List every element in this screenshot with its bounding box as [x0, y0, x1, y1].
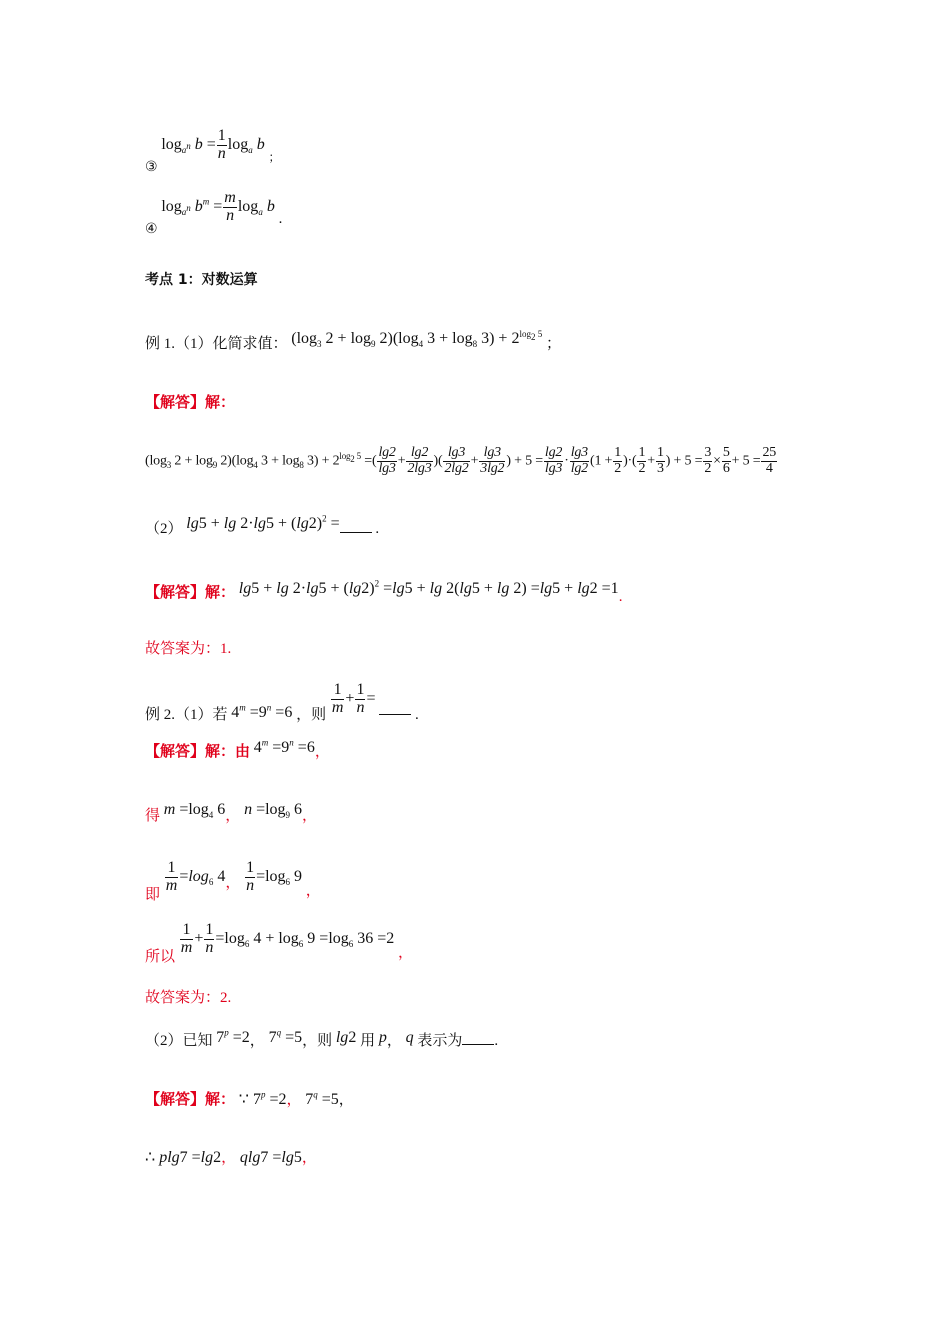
punct: ， [221, 1150, 237, 1166]
punct: ， [386, 1033, 402, 1049]
formula: $\lg 5 + \lg 2\cdot\lg 5 + (\lg 2)^2 =\lg 5 + \lg 2(\lg 5 + \lg 2) =\lg 5 + \lg 2 =1$ [238, 578, 619, 597]
example-2-part-2-answer-2 [145, 1148, 317, 1168]
answer-blank[interactable] [379, 700, 411, 715]
formula: $4^m =9^n =6$ [231, 702, 293, 721]
part-label: （2）已知 [145, 1033, 213, 1049]
text: 用 [360, 1033, 376, 1049]
formula: $m =\log_4$ 6 [163, 801, 226, 821]
part-label: （2） [145, 521, 183, 537]
formula: $\log_{a^n} b$ = $\frac{1}{n}$ $\log_a b$ [161, 127, 265, 162]
example-2-question [145, 681, 419, 723]
punct: ， [301, 1150, 317, 1166]
item-number: ③ [145, 158, 158, 175]
punct: . [618, 589, 623, 605]
answer-blank[interactable] [340, 518, 372, 533]
formula: $\frac{1}{m}$ + $\frac{1}{n}$ $=\log_6$ $4 + \log_6 9 =\log_6$ 36 =2 [180, 921, 395, 956]
answer-tag: 【解答】解： [145, 585, 236, 601]
formula: $n =\log_9$ 6 [244, 801, 303, 821]
answer-tag: 【解答】解： [145, 395, 236, 411]
punct: ， [302, 808, 318, 824]
example-2-answer-line-4 [145, 921, 414, 965]
because-symbol: ∵ [238, 1091, 249, 1108]
punct: ， [225, 808, 241, 824]
formula: $\frac{1}{n}$ $=\log_6$ 9 [246, 859, 303, 894]
answer-blank[interactable] [462, 1030, 494, 1045]
formula: $\frac{1}{m}$ + $\frac{1}{n}$ = [331, 681, 376, 716]
punct: ， [305, 882, 321, 899]
example-label: 例 2.（1）若 [145, 706, 228, 723]
punct: ， [286, 1092, 302, 1108]
punct: . [278, 210, 283, 227]
formula: $\log_{a^n} b^m$ = $\frac{m}{n}$ $\log_a b$ [161, 189, 275, 224]
punct: . [375, 521, 380, 537]
example-label: 例 1.（1）化简求值： [145, 336, 288, 352]
example-2-answer-line-3 [145, 859, 321, 903]
section-title: 考点 1：对数运算 [145, 272, 258, 288]
answer-tag: 【解答】解： [145, 1092, 236, 1108]
punct: ； [268, 149, 281, 164]
text: ，则 [302, 1033, 333, 1049]
property-4 [145, 189, 283, 237]
formula: p [378, 1029, 387, 1046]
punct: ， [314, 744, 330, 760]
formula: qlg7 =lg5 [239, 1149, 302, 1166]
answer-tag: 【解答】解：由 [145, 744, 251, 760]
punct: ， [225, 874, 241, 891]
formula: $4^m =9^n =6$ [253, 737, 315, 756]
text: ，则 [296, 706, 327, 723]
formula: ∴ plg7 =lg2 [145, 1149, 222, 1166]
example-1-solution: ($\log_3$ $2 + \log_9 2)(\log_4$ $3 + \log_8 3) + 2^{log_2 5}$ =( $\frac{\lg 2}{\lg 3}$ + $\frac{\lg 2}{2\lg 3}$ )( $\frac{\lg 3}{2\lg 2}$ + $\frac{\lg 3}{3\lg 2}$ ) + 5 = $\frac{\lg 2}{\lg 3}$ · $\frac{\lg 3}{\lg 2}$ (1 + $\frac{1}{2}$ )·( $\frac{1}{2}$ + $\frac{1}{3}$ ) + 5 = $\frac{3}{2}$ × $\frac{5}{6}$ + 5 = $\frac{25}{4}$ [145, 445, 777, 476]
formula: ∵ $7^p =2$ [238, 1089, 287, 1108]
text: 表示为 [417, 1033, 463, 1049]
final-answer-1: 故答案为：1. [145, 641, 232, 657]
property-3 [145, 127, 281, 175]
punct: ； [545, 336, 561, 352]
therefore-symbol: ∴ [145, 1149, 156, 1166]
formula: $7^q =5$ [268, 1027, 303, 1046]
punct: ， [249, 1033, 265, 1049]
example-1-part-2-answer [145, 578, 623, 605]
example-2-answer-line-1 [145, 737, 330, 762]
final-answer-2: 故答案为：2. [145, 990, 232, 1006]
example-2-part-2 [145, 1027, 499, 1051]
formula: $7^p =2$ [216, 1027, 250, 1046]
item-number: ④ [145, 220, 158, 237]
formula: ($\log_3$ $2 + \log_9 2)(\log_4$ $3 + \log_8 3) + 2^{log_2 5}$ [291, 328, 543, 350]
example-1-part-2 [145, 513, 380, 539]
formula: q [405, 1029, 414, 1046]
formula: lg2 [335, 1029, 357, 1046]
text: 所以 [145, 948, 176, 965]
example-1-question [145, 328, 561, 354]
example-2-part-2-answer-1 [145, 1090, 354, 1110]
example-2-answer-line-2 [145, 800, 318, 824]
punct: . [494, 1033, 499, 1049]
punct: . [414, 706, 419, 723]
formula: $\lg 5 + \lg 2\cdot\lg 5 + (\lg 2)^2$ = [186, 513, 340, 532]
text: 得 [145, 808, 161, 824]
punct: ， [338, 1092, 354, 1108]
formula: $\frac{1}{m}$ $=\log_6$ 4 [165, 859, 226, 894]
punct: ， [398, 944, 414, 961]
formula: $7^q =5$ [305, 1089, 339, 1108]
text: 即 [145, 886, 161, 903]
